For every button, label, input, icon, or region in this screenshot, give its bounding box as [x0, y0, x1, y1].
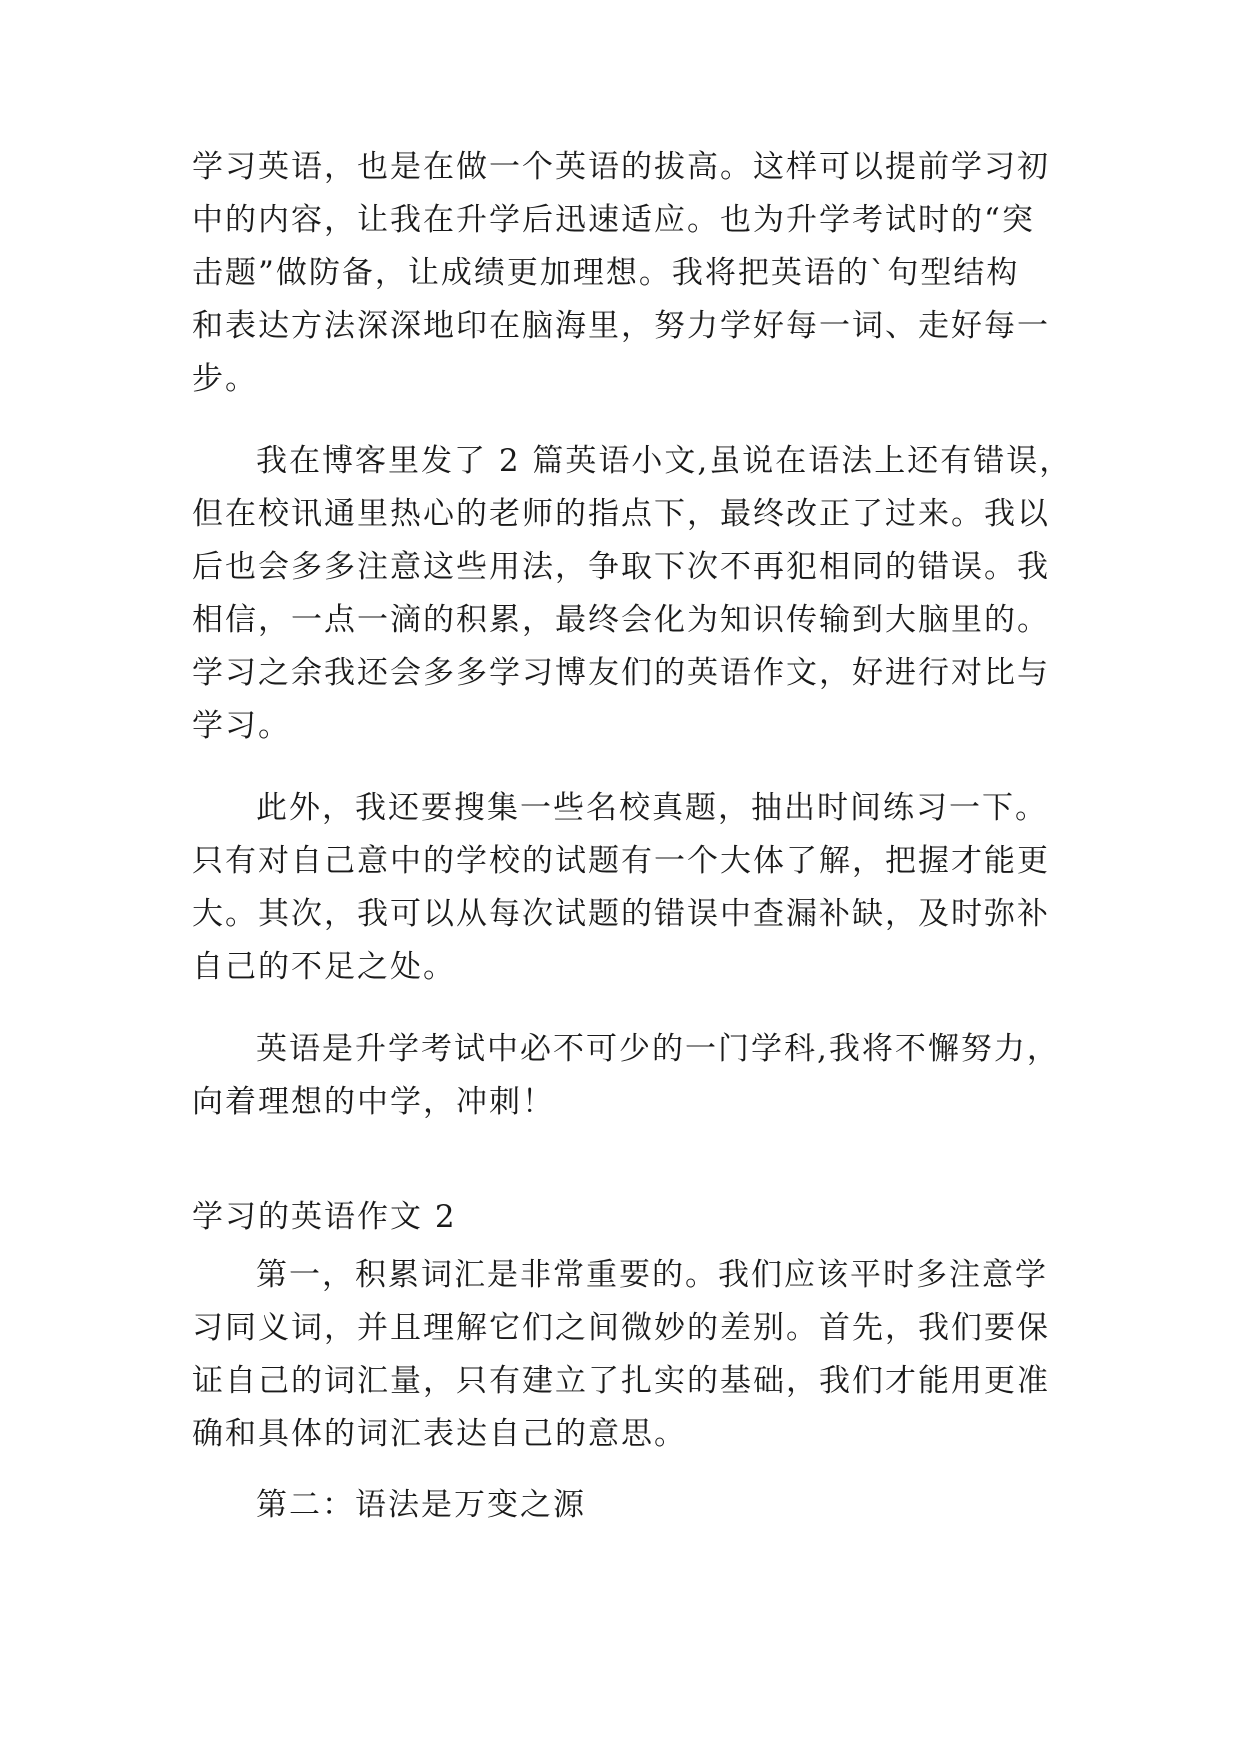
section-heading: 学习的英语作文 2 — [192, 1199, 457, 1235]
text-line: 击题”做防备，让成绩更加理想。我将把英语的`句型结构 — [192, 255, 1020, 291]
text-line: 中的内容，让我在升学后迅速适应。也为升学考试时的“突 — [192, 202, 1035, 238]
text-line: 但在校讯通里热心的老师的指点下，最终改正了过来。我以 — [192, 496, 1050, 532]
text-line: 大。其次，我可以从每次试题的错误中查漏补缺，及时弥补 — [192, 896, 1050, 932]
text-line: 我在博客里发了 2 篇英语小文,虽说在语法上还有错误， — [256, 443, 1073, 479]
text-line: 相信，一点一滴的积累，最终会化为知识传输到大脑里的。 — [192, 602, 1050, 638]
text-line: 确和具体的词汇表达自己的意思。 — [192, 1416, 687, 1452]
text-line: 自己的不足之处。 — [192, 949, 456, 985]
text-line: 向着理想的中学，冲刺！ — [192, 1084, 555, 1120]
text-line: 学习。 — [192, 708, 291, 744]
text-line: 后也会多多注意这些用法，争取下次不再犯相同的错误。我 — [192, 549, 1050, 585]
text-line: 此外，我还要搜集一些名校真题，抽出时间练习一下。 — [256, 790, 1048, 826]
text-line: 习同义词，并且理解它们之间微妙的差别。首先，我们要保 — [192, 1310, 1050, 1346]
text-line: 学习之余我还会多多学习博友们的英语作文，好进行对比与 — [192, 655, 1050, 691]
text-line: 第一，积累词汇是非常重要的。我们应该平时多注意学 — [256, 1257, 1048, 1293]
text-line: 英语是升学考试中必不可少的一门学科,我将不懈努力， — [256, 1031, 1060, 1067]
text-line: 只有对自己意中的学校的试题有一个大体了解，把握才能更 — [192, 843, 1050, 879]
text-line: 学习英语，也是在做一个英语的拔高。这样可以提前学习初 — [192, 149, 1050, 185]
text-line: 步。 — [192, 361, 258, 397]
text-line: 第二：语法是万变之源 — [256, 1487, 586, 1523]
text-line: 和表达方法深深地印在脑海里，努力学好每一词、走好每一 — [192, 308, 1050, 344]
text-line: 证自己的词汇量，只有建立了扎实的基础，我们才能用更准 — [192, 1363, 1050, 1399]
